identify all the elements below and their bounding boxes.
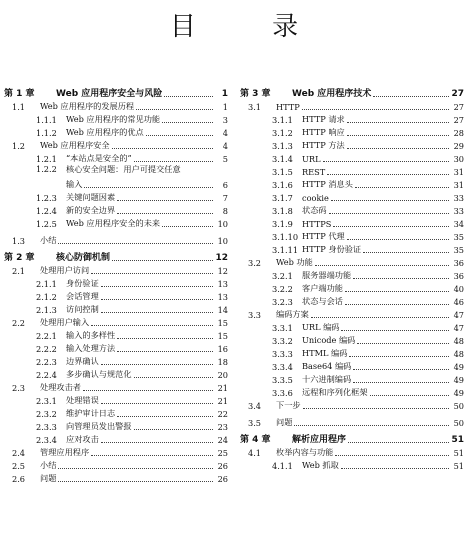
toc-entry[interactable] — [4, 164, 228, 177]
page-title: 目 录 — [169, 12, 333, 42]
toc-entry[interactable] — [4, 263, 228, 276]
toc-entry[interactable] — [4, 229, 228, 246]
toc-entry-number: 2.2.2 — [36, 344, 57, 354]
toc-entry-number: 3.3.2 — [272, 336, 293, 346]
toc-entry-number: 3.1.1 — [272, 115, 293, 125]
toc-entry-page: 48 — [453, 349, 464, 359]
dot-leader — [355, 186, 449, 188]
toc-entry-title: 新的安全边界 — [66, 205, 116, 215]
toc-entry[interactable] — [240, 164, 464, 177]
dot-leader — [162, 225, 213, 227]
toc-entry-title: 编码方案 — [276, 309, 309, 319]
toc-entry-title: 问题 — [276, 417, 293, 427]
toc-entry-title: HTTP — [276, 102, 300, 112]
dot-leader — [331, 199, 449, 201]
toc-column-right — [240, 82, 464, 471]
toc-entry[interactable] — [4, 203, 228, 216]
toc-entry-page: 27 — [453, 115, 464, 125]
toc-entry-number: 1.2 — [12, 141, 26, 151]
toc-entry-number: 3.1.8 — [272, 206, 293, 216]
toc-entry-page: 31 — [453, 180, 464, 190]
toc-entry-page: 15 — [217, 318, 228, 328]
toc-entry-title: Web 应用程序的常见功能 — [66, 114, 161, 124]
toc-entry-title: 处理攻击者 — [40, 382, 81, 392]
toc-entry-number: 3.1.5 — [272, 167, 293, 177]
toc-entry[interactable] — [240, 372, 464, 385]
toc-entry[interactable] — [4, 151, 228, 164]
dot-leader — [134, 428, 213, 430]
toc-entry-title: 输入 — [66, 179, 83, 189]
toc-entry-number: 1.1.1 — [36, 115, 57, 125]
toc-entry[interactable] — [4, 354, 228, 367]
toc-entry[interactable] — [4, 112, 228, 125]
toc-entry-number: 1.2.3 — [36, 193, 57, 203]
toc-entry-page: 50 — [453, 418, 464, 428]
dot-leader — [347, 134, 449, 136]
toc-entry-title: “本站点是安全的” — [66, 153, 132, 163]
toc-entry[interactable] — [4, 328, 228, 341]
toc-entry[interactable] — [4, 125, 228, 138]
toc-entry-page: 47 — [453, 323, 464, 333]
toc-entry-number: 3.1.3 — [272, 141, 293, 151]
toc-entry[interactable] — [4, 190, 228, 203]
toc-entry-page: 30 — [453, 154, 464, 164]
toc-entry-title: 处理用户访问 — [40, 265, 90, 275]
toc-entry-title: Web 应用程序安全的未来 — [66, 218, 161, 228]
dot-leader — [357, 342, 449, 344]
toc-entry[interactable] — [240, 151, 464, 164]
toc-entry-page: 12 — [215, 253, 228, 263]
dot-leader — [363, 251, 449, 253]
toc-entry-number: 4.1 — [248, 448, 262, 458]
toc-entry[interactable] — [240, 398, 464, 411]
dot-leader — [101, 285, 213, 287]
toc-entry-title: Web 应用程序的发展历程 — [40, 101, 135, 111]
toc-entry-number: 3.3.1 — [272, 323, 293, 333]
toc-entry-number: 1.1.2 — [36, 128, 57, 138]
toc-entry-page: 10 — [217, 236, 228, 246]
toc-entry[interactable] — [240, 177, 464, 190]
dot-leader — [84, 186, 213, 188]
toc-entry-number: 3.2.3 — [272, 297, 293, 307]
toc-entry-page: 28 — [453, 128, 464, 138]
toc-entry-number: 3.3.5 — [272, 375, 293, 385]
toc-entry-number: 1.2.5 — [36, 219, 57, 229]
toc-entry[interactable] — [4, 99, 228, 112]
toc-entry-page: 22 — [217, 409, 228, 419]
toc-entry[interactable] — [4, 393, 228, 406]
toc-entry-page: 1 — [221, 89, 228, 99]
toc-entry-page: 48 — [453, 336, 464, 346]
dot-leader — [91, 324, 213, 326]
toc-entry-page: 47 — [453, 310, 464, 320]
toc-entry-number: 3.4 — [248, 401, 262, 411]
toc-entry[interactable] — [240, 190, 464, 203]
toc-entry-number: 1.2.4 — [36, 206, 57, 216]
toc-entry-page: 33 — [453, 206, 464, 216]
toc-entry-page: 5 — [222, 154, 228, 164]
toc-entry[interactable] — [4, 432, 228, 445]
toc-entry[interactable] — [240, 268, 464, 281]
toc-entry-title: HTTPS — [302, 219, 332, 229]
toc-entry-page: 29 — [453, 141, 464, 151]
toc-entry-number: 2.2.4 — [36, 370, 57, 380]
toc-entry-title: 问题 — [40, 473, 57, 483]
toc-entry-number: 3.2.2 — [272, 284, 293, 294]
dot-leader — [117, 337, 213, 339]
toc-entry-page: 27 — [451, 89, 464, 99]
dot-leader — [117, 212, 213, 214]
toc-entry[interactable] — [240, 445, 464, 458]
toc-entry-title: 输入处理方法 — [66, 343, 116, 353]
toc-entry-title: URL 编码 — [302, 322, 340, 332]
toc-entry-page: 35 — [453, 232, 464, 242]
toc-entry-number: 3.1.11 — [272, 245, 299, 255]
toc-entry-page: 50 — [453, 401, 464, 411]
toc-entry[interactable] — [4, 341, 228, 354]
dot-leader — [353, 277, 449, 279]
toc-entry-number: 第 2 章 — [4, 253, 35, 263]
toc-entry-title: 应对攻击 — [66, 434, 99, 444]
toc-entry-page: 20 — [217, 370, 228, 380]
toc-entry-title: 会话管理 — [66, 291, 99, 301]
toc-entry[interactable] — [240, 229, 464, 242]
dot-leader — [91, 454, 213, 456]
toc-entry-page: 1 — [222, 102, 228, 112]
toc-entry-number: 2.3.2 — [36, 409, 57, 419]
toc-entry-title: Web 功能 — [276, 257, 313, 267]
toc-entry-title: REST — [302, 167, 326, 177]
toc-entry[interactable] — [240, 346, 464, 359]
toc-entry[interactable] — [240, 411, 464, 428]
toc-entry-number: 3.1 — [248, 102, 262, 112]
toc-entry[interactable] — [240, 216, 464, 229]
toc-entry-page: 16 — [217, 344, 228, 354]
toc-entry-title: HTTP 请求 — [302, 114, 345, 124]
toc-entry-page: 21 — [217, 396, 228, 406]
toc-entry-page: 14 — [217, 305, 228, 315]
toc-entry-title: HTTP 消息头 — [302, 179, 353, 189]
dot-leader — [83, 389, 213, 391]
toc-entry-page: 26 — [217, 474, 228, 484]
toc-entry-title: 解析应用程序 — [292, 435, 347, 445]
toc-entry-title: Web 应用程序技术 — [292, 89, 372, 99]
toc-entry-number: 3.2 — [248, 258, 262, 268]
toc-entry-title: Base64 编码 — [302, 361, 352, 371]
toc-entry[interactable] — [240, 458, 464, 471]
dot-leader — [58, 242, 213, 244]
toc-entry[interactable] — [4, 276, 228, 289]
dot-leader — [311, 316, 449, 318]
toc-entry-number: 3.1.7 — [272, 193, 293, 203]
toc-entry-title: 小结 — [40, 460, 57, 470]
toc-entry-page: 49 — [453, 362, 464, 372]
toc-entry-number: 3.3.4 — [272, 362, 293, 372]
toc-entry-number: 第 3 章 — [240, 89, 271, 99]
dot-leader — [341, 467, 449, 469]
toc-entry-number: 第 1 章 — [4, 89, 35, 99]
dot-leader — [101, 402, 213, 404]
toc-entry-title: 核心防御机制 — [56, 253, 111, 263]
toc-entry-page: 27 — [453, 102, 464, 112]
toc-entry[interactable] — [4, 82, 228, 99]
toc-entry-number: 2.4 — [12, 448, 26, 458]
toc-entry-number: 2.1.3 — [36, 305, 57, 315]
dot-leader — [134, 376, 213, 378]
dot-leader — [58, 467, 213, 469]
toc-entry-page: 13 — [217, 279, 228, 289]
toc-entry-page: 35 — [453, 245, 464, 255]
toc-entry-page: 7 — [222, 193, 228, 203]
toc-entry-title: 维护审计日志 — [66, 408, 116, 418]
toc-entry-title: Unicode 编码 — [302, 335, 356, 345]
toc-entry-number: 2.3.3 — [36, 422, 57, 432]
toc-entry-number: 1.3 — [12, 236, 26, 246]
toc-entry-page: 34 — [453, 219, 464, 229]
toc-entry[interactable] — [240, 203, 464, 216]
toc-entry-title: HTTP 响应 — [302, 127, 345, 137]
toc-entry[interactable] — [240, 333, 464, 346]
toc-entry-number: 3.2.1 — [272, 271, 293, 281]
toc-entry[interactable] — [240, 99, 464, 112]
toc-entry-page: 13 — [217, 292, 228, 302]
dot-leader — [117, 350, 213, 352]
toc-entry-number: 2.1.1 — [36, 279, 57, 289]
dot-leader — [315, 264, 449, 266]
dot-leader — [294, 424, 449, 426]
toc-entry-number: 2.3.1 — [36, 396, 57, 406]
toc-entry-title: 关键问题因素 — [66, 192, 116, 202]
dot-leader — [101, 441, 213, 443]
toc-entry[interactable] — [4, 138, 228, 151]
toc-entry-title: 客户端功能 — [302, 283, 343, 293]
toc-entry-title: HTML 编码 — [302, 348, 348, 358]
toc-entry[interactable] — [4, 289, 228, 302]
dot-leader — [112, 259, 213, 261]
toc-entry-title: 下一步 — [276, 400, 301, 410]
toc-entry[interactable] — [240, 255, 464, 268]
dot-leader — [91, 272, 213, 274]
toc-entry-title: 十六进制编码 — [302, 374, 352, 384]
toc-entry-page: 26 — [217, 461, 228, 471]
toc-entry-number: 1.2.2 — [36, 164, 57, 174]
toc-entry-page: 24 — [217, 435, 228, 445]
toc-entry-number: 3.5 — [248, 418, 262, 428]
toc-entry-title: 状态码 — [302, 205, 327, 215]
toc-entry-number: 3.1.9 — [272, 219, 293, 229]
toc-entry-number: 3.1.10 — [272, 232, 299, 242]
toc-entry-number: 2.6 — [12, 474, 26, 484]
dot-leader — [327, 173, 449, 175]
toc-entry-page: 18 — [217, 357, 228, 367]
toc-entry-title: 核心安全问题：用户可提交任意 — [66, 164, 181, 174]
toc-entry[interactable] — [240, 138, 464, 151]
toc-entry-title: 枚举内容与功能 — [276, 447, 334, 457]
toc-entry-number: 4.1.1 — [272, 461, 293, 471]
toc-entry[interactable] — [4, 246, 228, 263]
dot-leader — [347, 121, 449, 123]
toc-entry-page: 25 — [217, 448, 228, 458]
toc-entry-title: 管理应用程序 — [40, 447, 90, 457]
toc-entry[interactable] — [240, 359, 464, 372]
toc-entry-title: 处理用户输入 — [40, 317, 90, 327]
toc-entry-page: 12 — [217, 266, 228, 276]
toc-entry-title: 状态与会话 — [302, 296, 343, 306]
toc-entry-title: 边界确认 — [66, 356, 99, 366]
dot-leader — [117, 415, 213, 417]
toc-entry-number: 2.1 — [12, 266, 26, 276]
toc-entry-number: 3.3.3 — [272, 349, 293, 359]
toc-entry-page: 33 — [453, 193, 464, 203]
toc-entry-page: 6 — [222, 180, 228, 190]
toc-entry-number: 2.2.3 — [36, 357, 57, 367]
toc-entry-title: 处理错误 — [66, 395, 99, 405]
dot-leader — [341, 329, 449, 331]
toc-entry[interactable] — [240, 294, 464, 307]
toc-entry-page: 31 — [453, 167, 464, 177]
toc-entry[interactable] — [240, 281, 464, 294]
toc-entry-number: 2.1.2 — [36, 292, 57, 302]
toc-entry-title: HTTP 方法 — [302, 140, 345, 150]
dot-leader — [345, 290, 449, 292]
toc-entry-title: 小结 — [40, 235, 57, 245]
toc-entry[interactable] — [240, 428, 464, 445]
toc-entry-title: cookie — [302, 193, 329, 203]
toc-entry-number: 1.2.1 — [36, 154, 57, 164]
dot-leader — [329, 212, 449, 214]
toc-entry-title: Web 应用程序安全 — [40, 140, 110, 150]
toc-entry-page: 21 — [217, 383, 228, 393]
toc-entry-page: 10 — [217, 219, 228, 229]
toc-entry[interactable] — [240, 82, 464, 99]
toc-entry-page: 46 — [453, 297, 464, 307]
toc-entry[interactable] — [4, 406, 228, 419]
toc-entry-title: 身份验证 — [66, 278, 99, 288]
toc-entry-page: 8 — [222, 206, 228, 216]
toc-entry-title: URL — [302, 154, 321, 164]
toc-entry-title: 向管理员发出警报 — [66, 421, 132, 431]
toc-entry-number: 1.1 — [12, 102, 26, 112]
toc-entry-page: 49 — [453, 388, 464, 398]
toc-entry[interactable] — [240, 242, 464, 255]
toc-entry-page: 51 — [453, 461, 464, 471]
dot-leader — [162, 121, 213, 123]
dot-leader — [345, 303, 449, 305]
toc-entry-title: HTTP 代理 — [302, 231, 345, 241]
toc-entry-title: 多步确认与规范化 — [66, 369, 132, 379]
toc-entry-title: Web 抓取 — [302, 460, 339, 470]
dot-leader — [373, 95, 449, 97]
toc-entry-title: 服务器端功能 — [302, 270, 352, 280]
dot-leader — [347, 147, 449, 149]
toc-entry-number: 2.2.1 — [36, 331, 57, 341]
dot-leader — [101, 298, 213, 300]
toc-entry-page: 51 — [451, 435, 464, 445]
dot-leader — [112, 147, 213, 149]
toc-entry[interactable] — [4, 419, 228, 432]
toc-column-left — [4, 82, 228, 484]
toc-entry-number: 3.1.4 — [272, 154, 293, 164]
toc-entry-number: 第 4 章 — [240, 435, 271, 445]
toc-entry-title: 远程和序列化框架 — [302, 387, 368, 397]
dot-leader — [348, 441, 449, 443]
toc-entry-title: HTTP 身份验证 — [302, 244, 362, 254]
toc-entry-title: 输入的多样性 — [66, 330, 116, 340]
toc-entry[interactable] — [4, 315, 228, 328]
toc-entry-page: 3 — [222, 115, 228, 125]
dot-leader — [323, 160, 449, 162]
toc-entry-page: 36 — [453, 271, 464, 281]
dot-leader — [335, 454, 449, 456]
toc-entry-page: 23 — [217, 422, 228, 432]
toc-entry-page: 36 — [453, 258, 464, 268]
dot-leader — [146, 134, 213, 136]
toc-entry[interactable] — [240, 307, 464, 320]
toc-entry[interactable] — [4, 445, 228, 458]
dot-leader — [303, 407, 449, 409]
toc-entry-page: 4 — [222, 128, 228, 138]
dot-leader — [164, 95, 213, 97]
dot-leader — [134, 160, 213, 162]
dot-leader — [58, 480, 213, 482]
toc-entry-number: 2.3 — [12, 383, 26, 393]
toc-entry-page: 40 — [453, 284, 464, 294]
toc-entry-number: 3.3 — [248, 310, 262, 320]
toc-entry[interactable] — [240, 125, 464, 138]
toc-entry-number: 2.5 — [12, 461, 26, 471]
toc-entry[interactable] — [4, 471, 228, 484]
toc-entry[interactable] — [4, 216, 228, 229]
dot-leader — [347, 238, 449, 240]
dot-leader — [370, 394, 449, 396]
toc-entry-number: 3.3.6 — [272, 388, 293, 398]
dot-leader — [101, 363, 213, 365]
dot-leader — [136, 108, 213, 110]
toc-entry[interactable] — [4, 367, 228, 380]
dot-leader — [353, 368, 449, 370]
toc-entry-number: 2.3.4 — [36, 435, 57, 445]
toc-entry[interactable] — [4, 302, 228, 315]
toc-entry-title: 访问控制 — [66, 304, 99, 314]
toc-entry-title: Web 应用程序安全与风险 — [56, 89, 163, 99]
toc-entry-title: Web 应用程序的优点 — [66, 127, 144, 137]
toc-entry-page: 51 — [453, 448, 464, 458]
dot-leader — [349, 355, 449, 357]
toc-entry-number: 2.2 — [12, 318, 26, 328]
toc-entry[interactable] — [4, 380, 228, 393]
toc-entry[interactable] — [4, 458, 228, 471]
toc-entry[interactable] — [240, 385, 464, 398]
toc-entry-number: 3.1.2 — [272, 128, 293, 138]
toc-entry-page: 15 — [217, 331, 228, 341]
toc-entry[interactable] — [4, 177, 228, 190]
dot-leader — [117, 199, 213, 201]
dot-leader — [101, 311, 213, 313]
toc-entry[interactable] — [240, 112, 464, 125]
toc-entry[interactable] — [240, 320, 464, 333]
dot-leader — [353, 381, 449, 383]
dot-leader — [333, 225, 449, 227]
toc-entry-number: 3.1.6 — [272, 180, 293, 190]
toc-entry-page: 49 — [453, 375, 464, 385]
toc-entry-page: 4 — [222, 141, 228, 151]
dot-leader — [302, 108, 449, 110]
